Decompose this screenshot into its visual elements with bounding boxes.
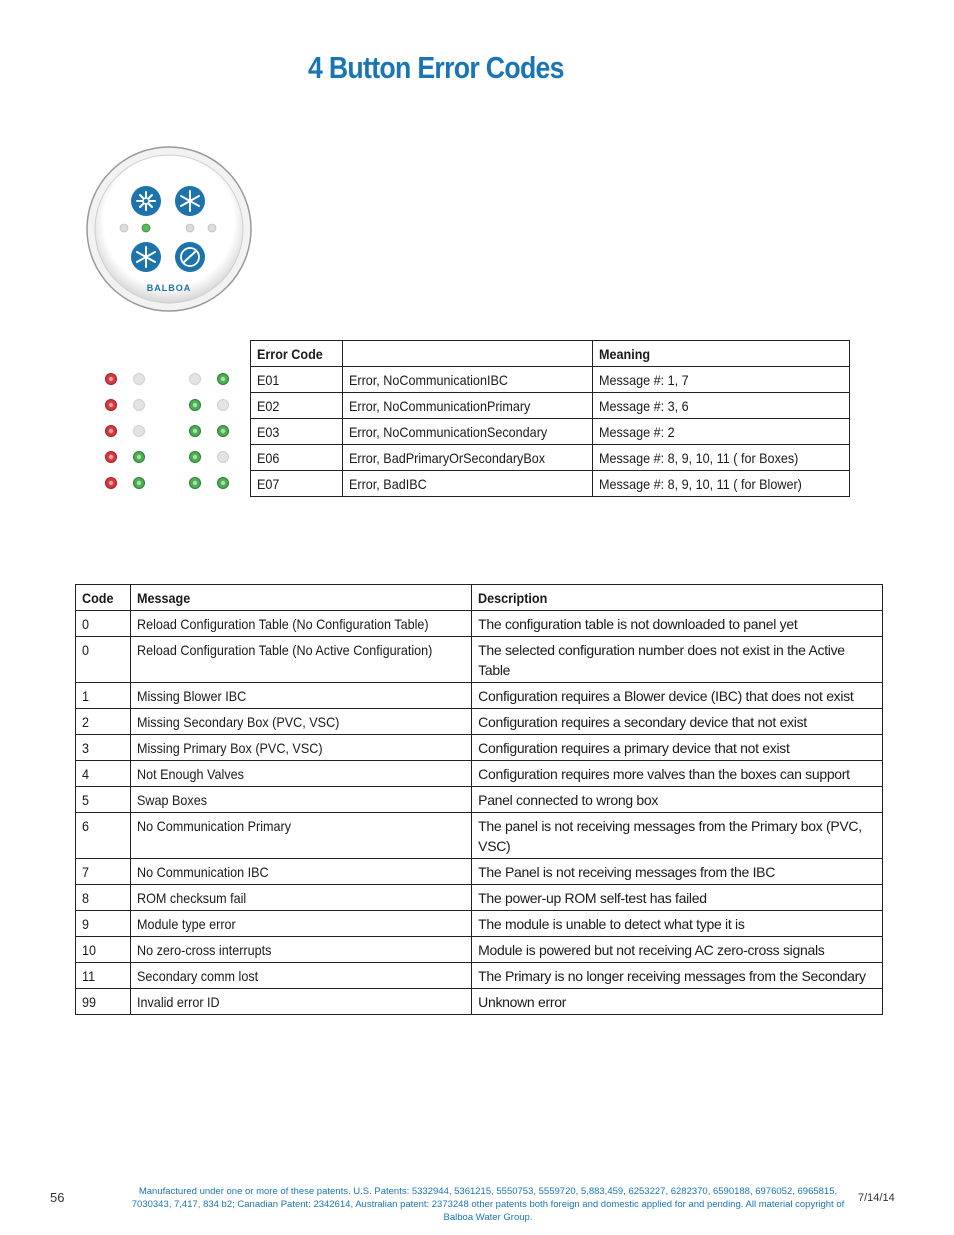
table-cell: Missing Blower IBC	[131, 683, 472, 709]
table-cell: 7	[76, 859, 131, 885]
led-highlight	[109, 377, 113, 381]
table-cell: Swap Boxes	[131, 787, 472, 813]
table-cell: Configuration requires a secondary device that not exist	[472, 709, 883, 735]
brand-logo: BALBOA	[146, 283, 192, 293]
column-header: Meaning	[593, 341, 850, 367]
table-header-row	[76, 585, 883, 611]
control-panel-illustration	[85, 145, 255, 315]
page-number: 56	[50, 1190, 65, 1205]
led-off	[218, 452, 229, 463]
table-cell: 11	[76, 963, 131, 989]
column-header: Message	[131, 585, 472, 611]
table-cell: Module type error	[131, 911, 472, 937]
column-header	[343, 341, 593, 367]
led-highlight	[193, 481, 197, 485]
table-row	[76, 859, 883, 885]
table-cell: E01	[251, 367, 343, 393]
table-cell: Message #: 3, 6	[593, 393, 850, 419]
table-cell: 99	[76, 989, 131, 1015]
table-row	[76, 885, 883, 911]
table-row	[76, 989, 883, 1015]
led-highlight	[221, 429, 225, 433]
table-cell: E06	[251, 445, 343, 471]
table-row	[76, 637, 883, 683]
table-row	[251, 471, 850, 497]
table-cell: Reload Configuration Table (No Active Configuration)	[131, 637, 472, 683]
led-highlight	[193, 403, 197, 407]
led-highlight	[109, 429, 113, 433]
table-row	[251, 367, 850, 393]
table-row	[76, 813, 883, 859]
led-patterns	[100, 367, 240, 497]
table-row	[251, 393, 850, 419]
table-cell: Message #: 8, 9, 10, 11 ( for Blower)	[593, 471, 850, 497]
table-cell: E02	[251, 393, 343, 419]
table-cell: 3	[76, 735, 131, 761]
indicator-led	[208, 224, 216, 232]
button-top-left[interactable]	[131, 186, 161, 216]
table-cell: Configuration requires more valves than the boxes can support	[472, 761, 883, 787]
column-header: Description	[472, 585, 883, 611]
table-cell: Message #: 1, 7	[593, 367, 850, 393]
led-off	[134, 400, 145, 411]
table-row	[76, 787, 883, 813]
table-cell: Module is powered but not receiving AC zero-cross signals	[472, 937, 883, 963]
table-cell: Configuration requires a primary device that not exist	[472, 735, 883, 761]
button-bottom-right[interactable]	[175, 242, 205, 272]
table-row	[76, 683, 883, 709]
table-cell: The Panel is not receiving messages from the IBC	[472, 859, 883, 885]
table-cell: The configuration table is not downloaded to panel yet	[472, 611, 883, 637]
table-cell: 2	[76, 709, 131, 735]
table-cell: 0	[76, 611, 131, 637]
table-cell: The selected configuration number does not exist in the Active Table	[472, 637, 883, 683]
table-cell: Message #: 8, 9, 10, 11 ( for Boxes)	[593, 445, 850, 471]
table-row	[76, 911, 883, 937]
led-highlight	[221, 377, 225, 381]
table-cell: Error, NoCommunicationIBC	[343, 367, 593, 393]
led-highlight	[109, 481, 113, 485]
table-cell: Not Enough Valves	[131, 761, 472, 787]
led-highlight	[193, 429, 197, 433]
table-cell: 9	[76, 911, 131, 937]
table-cell: The module is unable to detect what type it is	[472, 911, 883, 937]
table-cell: The Primary is no longer receiving messages from the Secondary	[472, 963, 883, 989]
table-cell: Error, NoCommunicationSecondary	[343, 419, 593, 445]
table-cell: Error, BadPrimaryOrSecondaryBox	[343, 445, 593, 471]
led-highlight	[109, 455, 113, 459]
table-cell: No Communication Primary	[131, 813, 472, 859]
table-cell: Error, BadIBC	[343, 471, 593, 497]
table-row	[76, 611, 883, 637]
table-cell: E03	[251, 419, 343, 445]
table-cell: No zero-cross interrupts	[131, 937, 472, 963]
table-row	[76, 963, 883, 989]
led-highlight	[221, 481, 225, 485]
table-cell: Reload Configuration Table (No Configuration Table)	[131, 611, 472, 637]
table-cell: Configuration requires a Blower device (IBC) that does not exist	[472, 683, 883, 709]
table-cell: Panel connected to wrong box	[472, 787, 883, 813]
table-row	[251, 445, 850, 471]
error-code-table	[250, 340, 850, 497]
indicator-led	[120, 224, 128, 232]
button-bottom-left[interactable]	[131, 242, 161, 272]
indicator-led	[186, 224, 194, 232]
led-highlight	[137, 481, 141, 485]
indicator-led	[142, 224, 150, 232]
table-cell: 8	[76, 885, 131, 911]
led-off	[218, 400, 229, 411]
table-cell: Invalid error ID	[131, 989, 472, 1015]
message-table	[75, 584, 883, 1015]
table-cell: No Communication IBC	[131, 859, 472, 885]
led-off	[134, 426, 145, 437]
table-cell: 1	[76, 683, 131, 709]
led-highlight	[193, 455, 197, 459]
button-top-right[interactable]	[175, 186, 205, 216]
table-cell: The panel is not receiving messages from the Primary box (PVC, VSC)	[472, 813, 883, 859]
table-cell: ROM checksum fail	[131, 885, 472, 911]
led-off	[134, 374, 145, 385]
table-cell: 5	[76, 787, 131, 813]
table-cell: The power-up ROM self-test has failed	[472, 885, 883, 911]
table-cell: Unknown error	[472, 989, 883, 1015]
led-highlight	[109, 403, 113, 407]
table-cell: Missing Primary Box (PVC, VSC)	[131, 735, 472, 761]
table-cell: 10	[76, 937, 131, 963]
table-cell: 0	[76, 637, 131, 683]
table-row	[76, 761, 883, 787]
table-cell: Error, NoCommunicationPrimary	[343, 393, 593, 419]
table-cell: E07	[251, 471, 343, 497]
table-cell: Missing Secondary Box (PVC, VSC)	[131, 709, 472, 735]
table-row	[76, 937, 883, 963]
column-header: Error Code	[251, 341, 343, 367]
table-cell: Message #: 2	[593, 419, 850, 445]
revision-date: 7/14/14	[858, 1192, 895, 1204]
table-cell: 6	[76, 813, 131, 859]
table-cell: Secondary comm lost	[131, 963, 472, 989]
page-title: 4 Button Error Codes	[308, 50, 564, 85]
led-highlight	[137, 455, 141, 459]
table-cell: 4	[76, 761, 131, 787]
table-row	[76, 735, 883, 761]
led-off	[190, 374, 201, 385]
patent-notice: Manufactured under one or more of these patents. U.S. Patents: 5332944, 5361215, 5550753, 5559720, 5,883,459, 6253227, 6282370, 6590188, 6976052, 6965815, 7030343, 7,417, 834 b2; Canadian Patent: 2342614, Australian patent: 2373248 other patents both foreign and domestic applied for and pending. All material copyright of Balboa Water Group.	[131, 1186, 845, 1223]
table-row	[251, 419, 850, 445]
table-row	[76, 709, 883, 735]
table-header-row	[251, 341, 850, 367]
column-header: Code	[76, 585, 131, 611]
